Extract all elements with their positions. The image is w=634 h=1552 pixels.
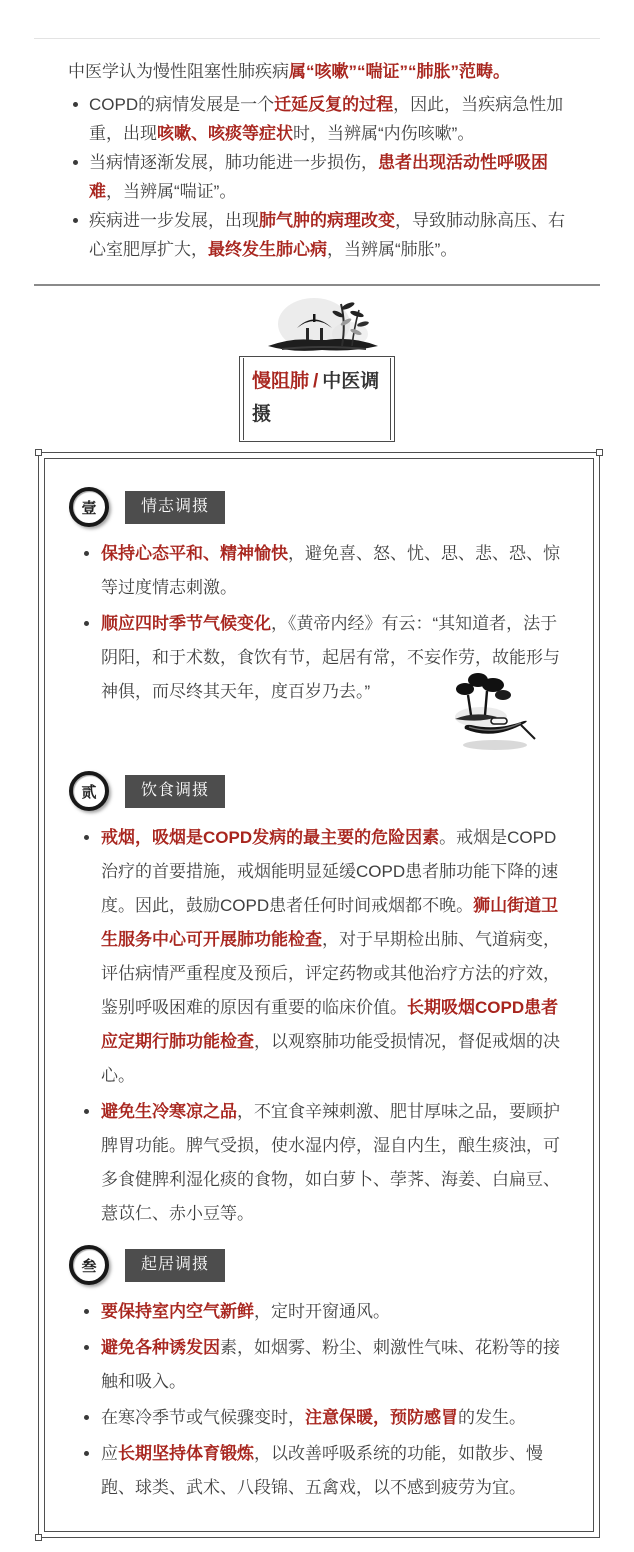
ink-circle-numeral-icon [69, 1245, 109, 1285]
section-numeral: 叁 [81, 1257, 97, 1275]
highlighted-text: 长期吸烟COPD患者应定期行肺功能检查 [101, 998, 559, 1051]
list-item [79, 821, 569, 1093]
content-frame [38, 452, 600, 1538]
body-text: COPD的病情发展是一个 [89, 95, 275, 114]
section-diet-care [79, 771, 569, 1231]
title-red-part: 慢阻肺 [252, 371, 310, 392]
list-item [79, 1401, 569, 1435]
body-text: ，对于早期检出肺、气道病变，评估病情严重程度及预后，评定药物或其他治疗方法的疗效，鉴别呼吸困难的原因有重要的临床价值。 [101, 930, 560, 1017]
pavilion-ink-art-icon [262, 294, 386, 356]
section-bullet-list [79, 537, 569, 709]
ink-circle-numeral-icon [69, 771, 109, 811]
body-text: 的发生。 [458, 1408, 526, 1427]
body-text: ，以观察肺功能受损情况，督促戒烟的决心。 [101, 1032, 560, 1085]
section-bullet-list [79, 821, 569, 1231]
body-text: 在寒冷季节或气候骤变时， [101, 1408, 305, 1427]
section-header [69, 1245, 569, 1285]
highlighted-text: 避免各种诱发因 [101, 1338, 220, 1357]
list-item [68, 90, 572, 148]
title-dark-part: 中医调摄 [252, 371, 380, 425]
highlighted-text: 属“咳嗽”“喘证”“肺胀”范畴。 [289, 62, 510, 81]
highlighted-text: 顺应四时季节气候变化 [101, 614, 271, 633]
body-text: ，不宜食辛辣刺激、肥甘厚味之品，要顾护脾胃功能。脾气受损，使水湿内停，湿自内生，酿生痰浊，可多食健脾利湿化痰的食物，如白萝卜、荸荠、海姜、白扁豆、薏苡仁、赤小豆等。 [101, 1102, 560, 1223]
body-text: 当病情逐渐发展，肺功能进一步损伤， [89, 153, 378, 172]
section-emotion-care [79, 487, 569, 757]
section-body [79, 821, 569, 1231]
intro-lead-paragraph [68, 57, 572, 86]
body-text: ，避免喜、怒、忧、思、悲、恐、惊等过度情志刺激。 [101, 544, 560, 597]
highlighted-text: 避免生冷寒凉之品 [101, 1102, 237, 1121]
body-text: ，定时开窗通风。 [254, 1302, 390, 1321]
highlighted-text: 最终发生肺心病 [208, 240, 327, 259]
list-item [79, 537, 569, 605]
highlighted-text: 咳嗽、咳痰等症状 [157, 124, 293, 143]
body-text: ，当辨属“肺胀”。 [327, 240, 458, 259]
highlighted-text: 长期坚持体育锻炼 [118, 1444, 254, 1463]
list-item [79, 1295, 569, 1329]
body-text: 中医学认为慢性阻塞性肺疾病 [68, 62, 289, 81]
body-text: ，以改善呼吸系统的功能，如散步、慢跑、球类、武术、八段锦、五禽戏，以不感到疲劳为宜。 [101, 1444, 543, 1497]
body-text: 应 [101, 1444, 118, 1463]
body-text: 素，如烟雾、粉尘、刺激性气味、花粉等的接触和吸入。 [101, 1338, 560, 1391]
list-item [79, 607, 569, 709]
highlighted-text: 肺气肿的病理改变 [259, 211, 395, 230]
highlighted-text: 迁延反复的过程 [274, 95, 394, 114]
intro-bullet-list [68, 90, 572, 264]
article-title-box [239, 356, 395, 442]
list-item [79, 1437, 569, 1505]
body-text: ，当辨属“喘证”。 [106, 182, 237, 201]
highlighted-text: 保持心态平和、精神愉快 [101, 544, 288, 563]
section-numeral: 贰 [81, 783, 97, 801]
section-body [79, 1295, 569, 1505]
body-text: 。戒烟是COPD治疗的首要措施，戒烟能明显延缓COPD患者肺功能下降的速度。因此，鼓励COPD患者任何时间戒烟都不晚。 [101, 828, 559, 915]
highlighted-text: 要保持室内空气新鲜 [101, 1302, 254, 1321]
content-frame-inner [44, 458, 594, 1532]
highlighted-text: 患者出现活动性呼吸困难 [89, 153, 548, 201]
section-divider-line [34, 284, 600, 286]
frame-corner-square [35, 1534, 42, 1541]
list-item [68, 148, 572, 206]
body-text: 疾病进一步发展，出现 [89, 211, 259, 230]
body-text: ，导致肺动脉高压、右心室肥厚扩大， [89, 211, 565, 259]
section-living-care [79, 1245, 569, 1505]
section-header [69, 771, 569, 811]
title-slash: / [313, 371, 319, 392]
frame-corner-square [35, 449, 42, 456]
section-badge: 情志调摄 [125, 491, 225, 524]
frame-corner-square [596, 449, 603, 456]
ink-circle-numeral-icon [69, 487, 109, 527]
highlighted-text: 戒烟，吸烟是COPD发病的最主要的危险因素 [101, 828, 440, 847]
highlighted-text: 狮山街道卫生服务中心可开展肺功能检查 [101, 896, 559, 949]
body-text: 时，当辨属“内伤咳嗽”。 [293, 124, 475, 143]
intro-section [68, 57, 572, 264]
section-body [79, 537, 569, 709]
section-header [69, 487, 569, 527]
section-badge: 起居调摄 [125, 1249, 225, 1282]
body-text: ，《黄帝内经》有云：“其知道者，法于阴阳，和于术数，食饮有节，起居有常，不妄作劳，故能形与神俱，而尽终其天年，度百岁乃去。” [101, 614, 560, 701]
highlighted-text: 注意保暖，预防感冒 [305, 1408, 458, 1427]
top-divider-line [34, 38, 600, 39]
body-text: ，因此，当疾病急性加重，出现 [89, 95, 564, 143]
section-bullet-list [79, 1295, 569, 1505]
section-badge: 饮食调摄 [125, 775, 225, 808]
list-item [68, 206, 572, 264]
section-numeral: 壹 [81, 499, 97, 517]
list-item [79, 1331, 569, 1399]
list-item [79, 1095, 569, 1231]
